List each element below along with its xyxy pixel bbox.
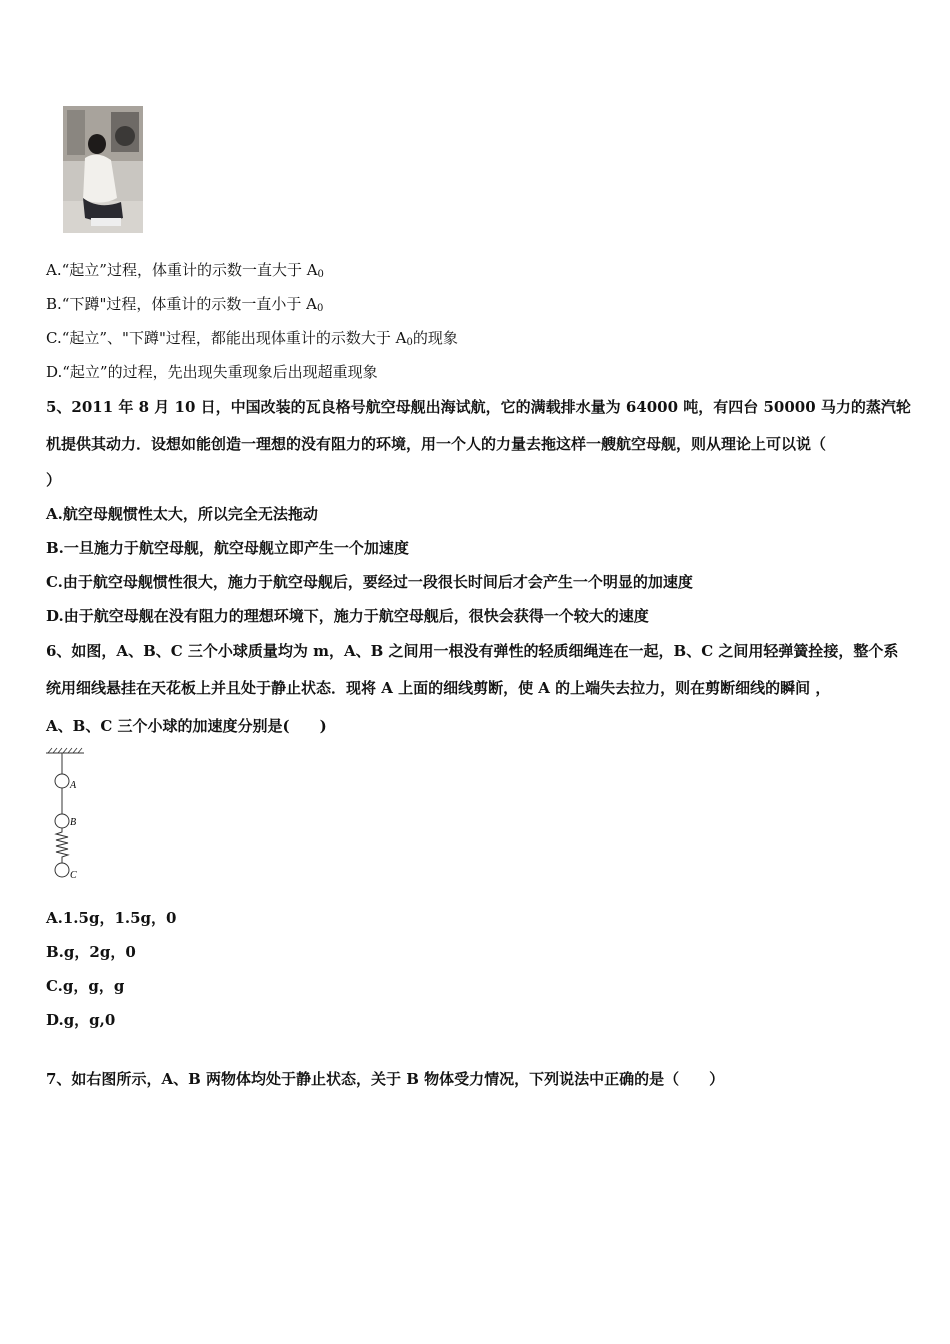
q4-option-b: B.“下蹲"过程，体重计的示数一直小于 $A_0$: [46, 295, 324, 314]
q4-option-d: D.“起立”的过程，先出现失重现象后出现超重现象: [46, 363, 378, 381]
ball-b: [55, 814, 69, 828]
ball-a: [55, 774, 69, 788]
ball-a-label: A: [70, 780, 77, 791]
q7-stem-line1: 7、如右图所示，A、B 两物体均处于静止状态，关于 B 物体受力情况，下列说法中正确的是（ ）: [46, 1070, 725, 1088]
q6-stem-line2: 统用细线悬挂在天花板上并且处于静止状态．现将 A 上面的细线剪断，使 A 的上端失去拉力，则在剪断细线的瞬间 ，: [46, 679, 831, 697]
ball-b-label: B: [70, 817, 77, 828]
q5-stem-line2: 机提供其动力．设想如能创造一理想的没有阻力的环境，用一个人的力量去拖这样一艘航空母舰，则从理论上可以说（: [46, 435, 827, 453]
ball-c-label: C: [70, 870, 77, 881]
q5-option-d: D.由于航空母舰在没有阻力的理想环境下，施力于航空母舰后，很快会获得一个较大的速度: [46, 607, 649, 625]
q6-option-b: B.g，2g，0: [46, 943, 136, 961]
scale-photo: [63, 106, 143, 233]
q6-stem-line1: 6、如图，A、B、C 三个小球质量均为 m，A、B 之间用一根没有弹性的轻质细绳连在一起，B、C 之间用轻弹簧拴接，整个系: [46, 642, 899, 660]
q5-option-a: A.航空母舰惯性太大，所以完全无法拖动: [46, 505, 318, 523]
q6-option-c: C.g，g，g: [46, 977, 125, 995]
q4-option-c: C.“起立”、"下蹲"过程，都能出现体重计的示数大于 $A_0$的现象: [46, 329, 458, 348]
q6-option-a: A.1.5g，1.5g，0: [46, 909, 177, 927]
q6-option-d: D.g，g,0: [46, 1011, 116, 1029]
q5-option-c: C.由于航空母舰惯性很大，施力于航空母舰后，要经过一段很长时间后才会产生一个明显的加速度: [46, 573, 693, 591]
q4-option-a: A.“起立”过程，体重计的示数一直大于 $A_0$: [46, 261, 324, 280]
spring: [56, 828, 68, 863]
q5-option-b: B.一旦施力于航空母舰，航空母舰立即产生一个加速度: [46, 539, 409, 557]
ball-spring-diagram: [44, 745, 94, 885]
ball-c: [55, 863, 69, 877]
q5-stem-line3: ）: [46, 471, 62, 489]
q6-stem-line3: A、B、C 三个小球的加速度分别是( ): [46, 717, 327, 735]
q5-stem-line1: 5、2011 年 8 月 10 日，中国改装的瓦良格号航空母舰出海试航，它的满载排水量为 64000 吨，有四台 50000 马力的蒸汽轮: [46, 398, 911, 416]
